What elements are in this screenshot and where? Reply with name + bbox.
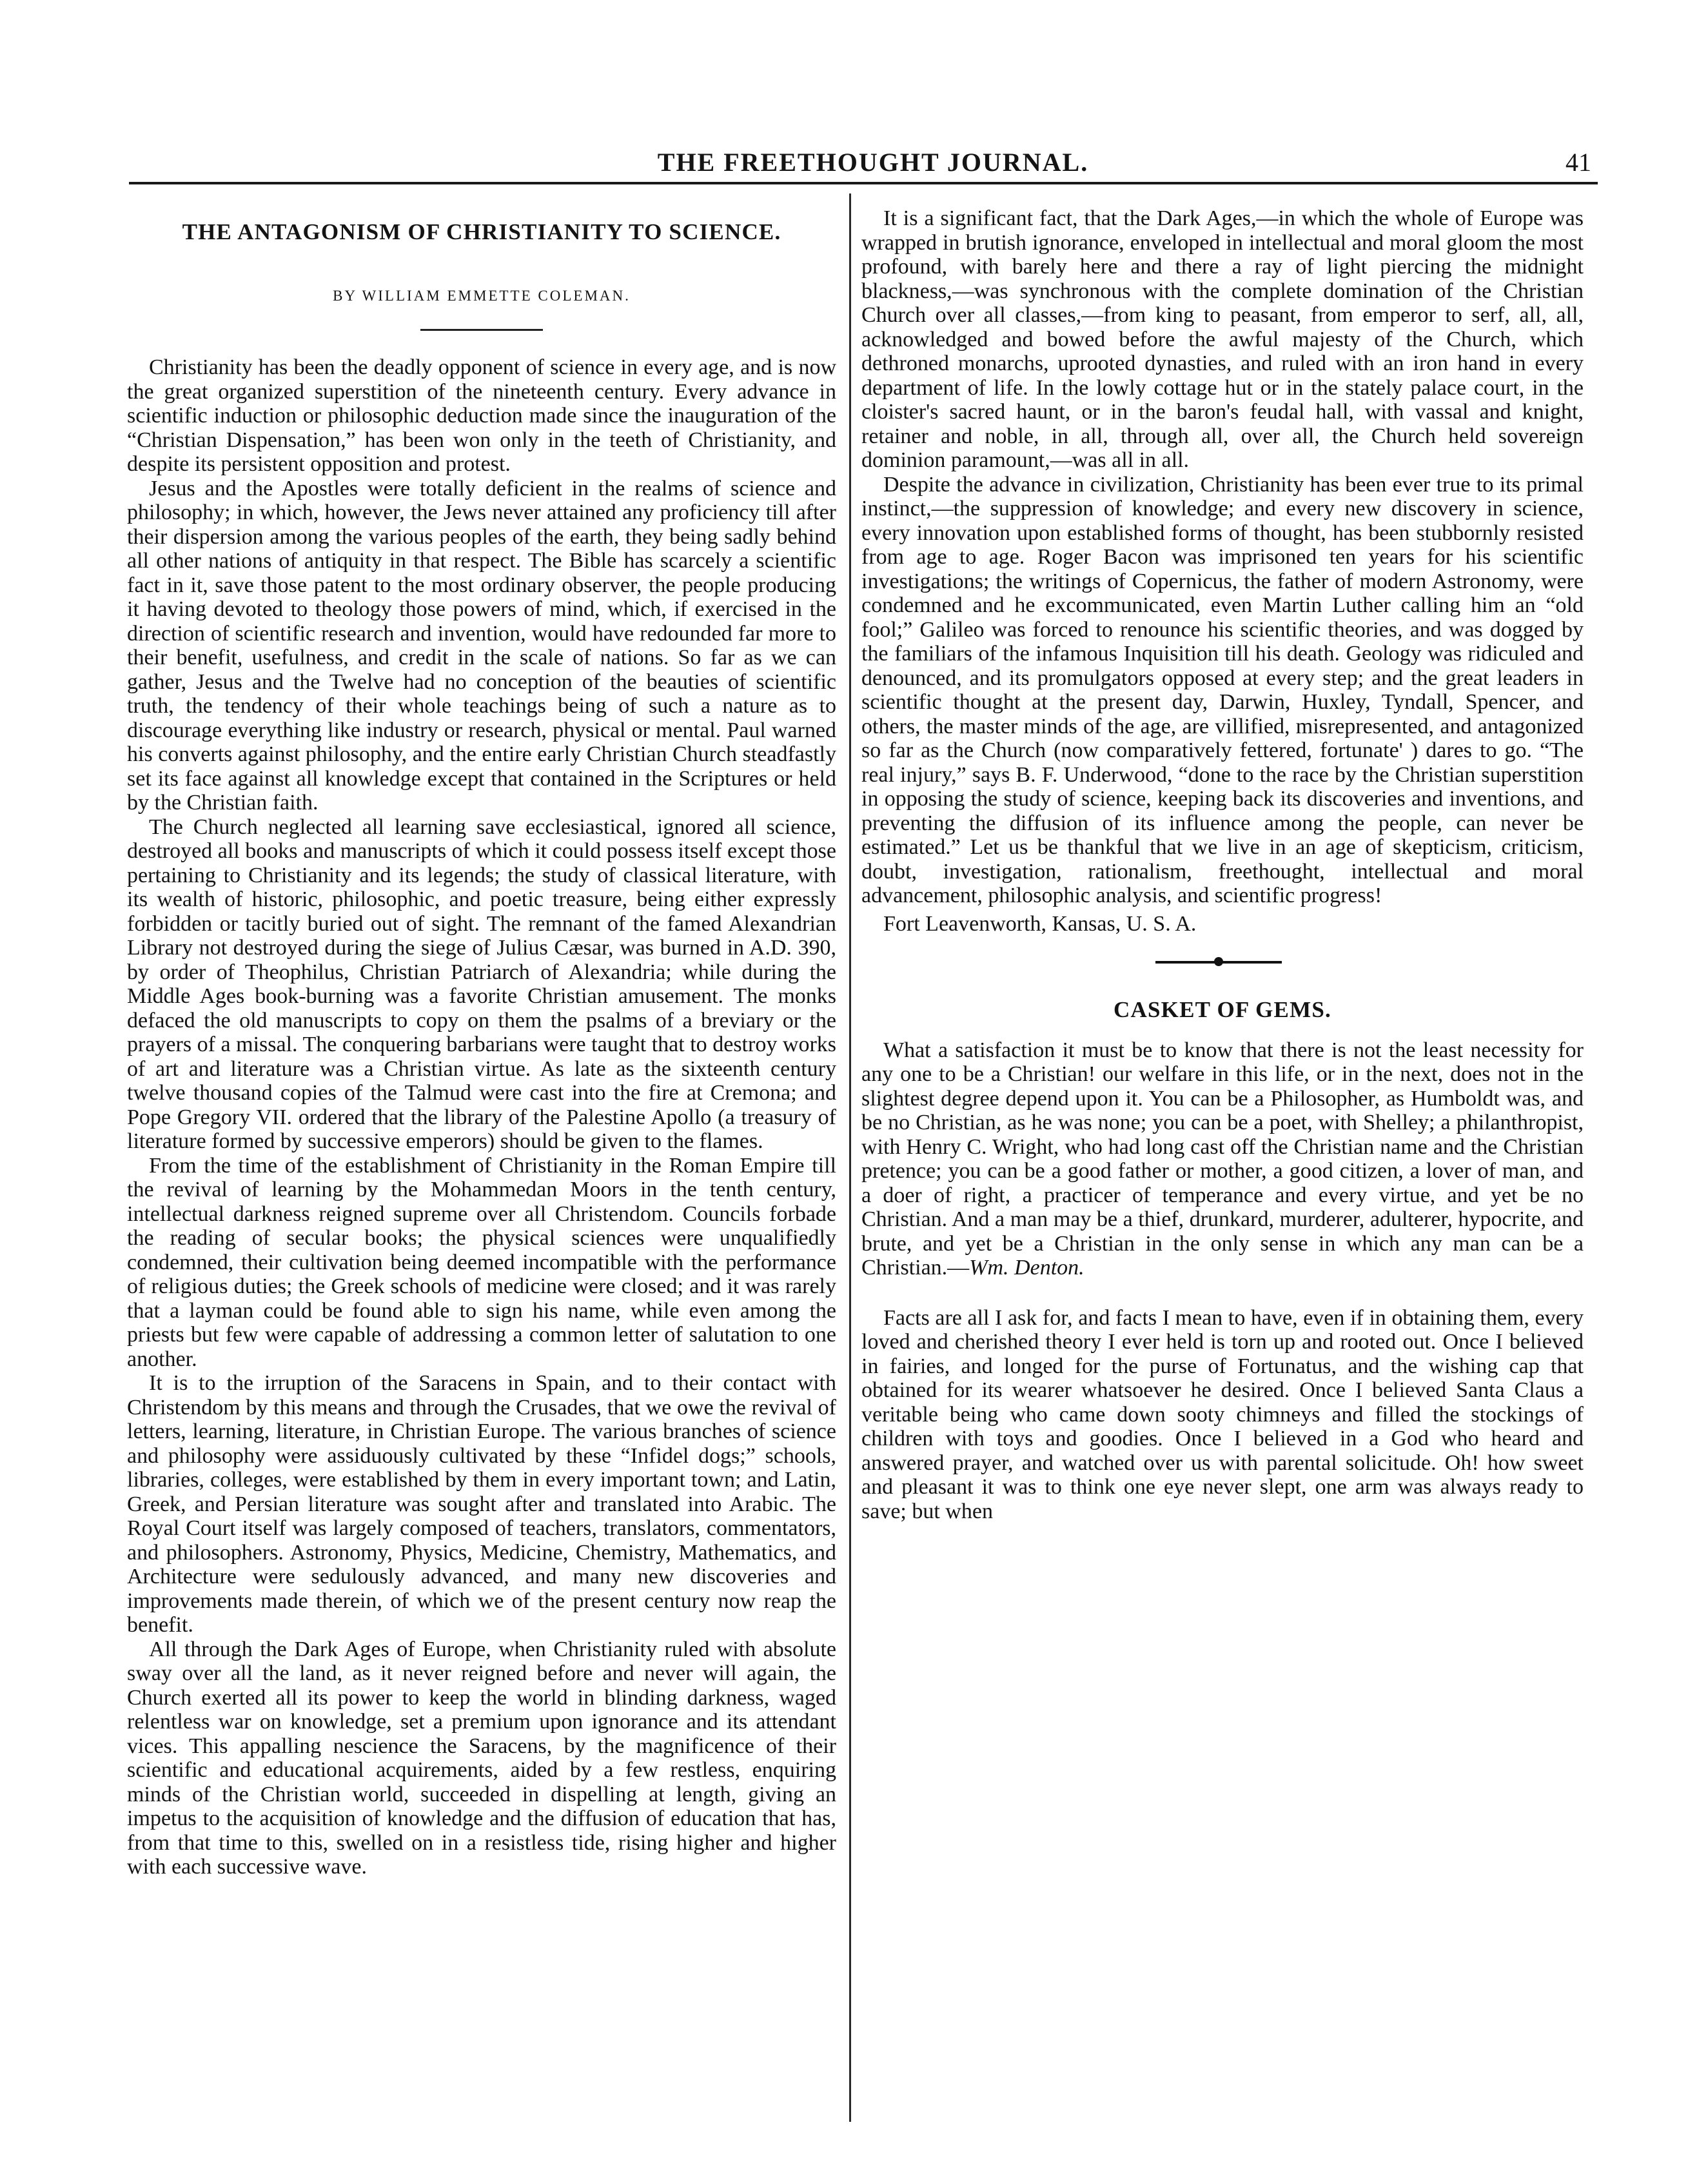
article-paragraph: It is to the irruption of the Saracens in Spain, and to their contact with Christendom by this means and through the Crusades, that we owe the revival of letters, learning, literature, in Christian Europe. The various branches of science and philosophy were assiduously cultivated by these “Infidel dogs;” schools, libraries, colleges, were established by them in every important town; and Latin, Greek, and Persian literature was sought after and translated into Arabic. The Royal Court itself was largely composed of teachers, translators, commentators, and philosophers. Astronomy, Physics, Medicine, Chemistry, Mathematics, and Architecture were sedulously advanced, and many new discoveries and improvements made therein, of which we of the present century now reap the benefit. (127, 1371, 836, 1637)
article-paragraph: Jesus and the Apostles were totally deficient in the realms of science and philosophy; in which, however, the Jews never attained any proficiency till after their dispersion among the various peoples of the earth, they being sadly behind all other nations of antiquity in that respect. The Bible has scarcely a scientific fact in it, save those patent to the most ordinary observer, the people producing it having devoted to theology those powers of mind, which, if exercised in the direction of scientific research and invention, would have redounded far more to their benefit, usefulness, and credit in the scale of nations. So far as we can gather, Jesus and the Twelve had no conception of the beauties of scientific truth, the tendency of their whole teachings being of such a nature as to discourage everything like industry or research, physical or mental. Paul warned his converts against philosophy, and the entire early Christian Church steadfastly set its face against all knowledge except that contained in the Scriptures or held by the Christian faith. (127, 476, 836, 815)
attribution: Wm. Denton. (969, 1256, 1085, 1280)
article-paragraph: The Church neglected all learning save ecclesiastical, ignored all science, destroyed all books and manuscripts of which it could possess itself except those pertaining to Christianity and its legends; the study of classical literature, with its wealth of historic, philosophic, and poetic treasure, being either expressly forbidden or tacitly buried out of sight. The remnant of the famed Alexandrian Library not destroyed during the siege of Julius Cæsar, was burned in A.D. 390, by order of Theophilus, Christian Patriarch of Alexandria; while during the Middle Ages book-burning was a favorite Christian amusement. The monks defaced the old manuscripts to copy on them the psalms of a breviary or the prayers of a missal. The conquering barbarians were taught that to destroy works of art and literature was a Christian virtue. As late as the sixteenth century twelve thousand copies of the Talmud were cast into the fire at Cremona; and Pope Gregory VII. ordered that the library of the Palestine Apollo (a treasury of literature formed by successive emperors) should be given to the flames. (127, 815, 836, 1153)
article-sign-off: Fort Leavenworth, Kansas, U. S. A. (883, 911, 1197, 936)
article-paragraph: From the time of the establishment of Christianity in the Roman Empire till the revival of learning by the Mohammedan Moors in the tenth century, intellectual darkness reigned supreme over all Christendom. Councils forbade the reading of secular books; the physical sciences were unqualifiedly condemned, their cultivation being deemed incompatible with the performance of religious duties; the Greek schools of medicine were closed; and it was rarely that a layman could be found able to sign his name, while even among the priests but few were capable of addressing a common letter of salutation to one another. (127, 1153, 836, 1371)
article-paragraph: It is a significant fact, that the Dark Ages,—in which the whole of Europe was wrapped in brutish ignorance, enveloped in intellectual and moral gloom the most profound, with barely here and there a ray of light piercing the midnight blackness,—was synchronous with the complete domination of the Christian Church over all classes,—from king to peasant, from emperor to serf, all, all, acknowledged and bowed before the awful majesty of the Church, which dethroned monarchs, uprooted dynasties, and ruled with an iron hand in every department of life. In the lowly cottage hut or in the stately palace court, in the cloister's sacred haunt, or in the baron's feudal hall, with vassal and knight, retainer and noble, in all, through all, over all, the Church held sovereign dominion paramount,—was all in all. (861, 206, 1584, 472)
journal-title: THE FREETHOUGHT JOURNAL. (657, 148, 1089, 177)
article-paragraph: Christianity has been the deadly opponent of science in every age, and is now the great organized superstition of the nineteenth century. Every advance in scientific induction or philosophic deduction made since the inauguration of the “Christian Dispensation,” has been won only in the teeth of Christianity, and despite its persistent opposition and protest. (127, 355, 836, 476)
casket-paragraph (861, 1038, 1584, 1280)
article-paragraph: Despite the advance in civilization, Christianity has been ever true to its primal instinct,—the suppression of knowledge; and every new discovery in science, every innovation upon established forms of thought, has been stubbornly resisted from age to age. Roger Bacon was imprisoned ten years for his scientific investigations; the writings of Copernicus, the father of modern Astronomy, were condemned and he excommunicated, even Martin Luther calling him an “old fool;” Galileo was forced to renounce his scientific theories, and was dogged by the familiars of the infamous Inquisition till his death. Geology was ridiculed and denounced, and its promulgators opposed at every step; and the great leaders in scientific thought at the present day, Darwin, Huxley, Tyndall, Spencer, and others, the master minds of the age, are villified, misrepresented, and antagonized so far as the Church (now comparatively fettered, fortunate' ) dares to go. “The real injury,” says B. F. Underwood, “done to the race by the Christian superstition in opposing the study of science, keeping back its discoveries and inventions, and preventing the diffusion of its influence among the people, can never be estimated.” Let us be thankful that we live in an age of skepticism, criticism, doubt, investigation, rationalism, freethought, intellectual and moral advancement, philosophic analysis, and scientific progress! (861, 472, 1584, 907)
casket-paragraph-text: What a satisfaction it must be to know that there is not the least necessity for any one to be a Christian! our welfare in this life, or in the next, does not in the slightest degree depend upon it. You can be a Philosopher, as Humboldt was, and be no Christian, as he was none; you can be a poet, with Shelley; a philanthropist, with Henry C. Wright, who had long cast off the Christian name and the Christian pretence; you can be a good father or mother, a good citizen, a lover of man, and a doer of right, a practicer of temperance and every virtue, and yet be no Christian. And a man may be a thief, drunkard, murderer, adulterer, hypocrite, and brute, and yet be a Christian in the only sense in which any man can be a Christian.— (861, 1038, 1584, 1280)
byline-rule (420, 329, 543, 331)
header-rule (129, 182, 1598, 184)
article-paragraph: All through the Dark Ages of Europe, when Christianity ruled with absolute sway over all the land, as it never reigned before and never will again, the Church exerted all its power to keep the world in blinding darkness, waged relentless war on knowledge, set a premium upon ignorance and its attendant vices. This appalling nescience the Saracens, by the magnificence of their scientific and educational acquirements, aided by a few restless, enquiring minds of the Christian world, succeeded in dispelling at length, giving an impetus to the acquisition of knowledge and the diffusion of education that has, from that time to this, swelled on in a resistless tide, rising higher and higher with each successive wave. (127, 1637, 836, 1879)
article-byline: BY WILLIAM EMMETTE COLEMAN. (333, 288, 631, 304)
right-column (861, 206, 1584, 1523)
section-ornament (861, 949, 1584, 975)
column-divider (849, 193, 851, 2122)
ornament-dot (1214, 957, 1223, 966)
running-head (0, 147, 1708, 186)
casket-title: CASKET OF GEMS. (1114, 996, 1331, 1022)
casket-paragraph: Facts are all I ask for, and facts I mean to have, even if in obtaining them, every loved and cherished theory I ever held is torn up and rooted out. Once I believed in fairies, and longed for the purse of Fortunatus, and the wishing cap that obtained for its wearer whatsoever he desired. Once I believed Santa Claus a veritable being who came down sooty chimneys and filled the stockings of children with toys and goodies. Once I believed in a God who heard and answered prayer, and watched over us with parental solicitude. Oh! how sweet and pleasant it was to think one eye never slept, one arm was always ready to save; but when (861, 1305, 1584, 1523)
page-number: 41 (1566, 148, 1591, 177)
left-column (127, 206, 836, 1879)
article-title: THE ANTAGONISM OF CHRISTIANITY TO SCIENCE. (182, 219, 781, 244)
